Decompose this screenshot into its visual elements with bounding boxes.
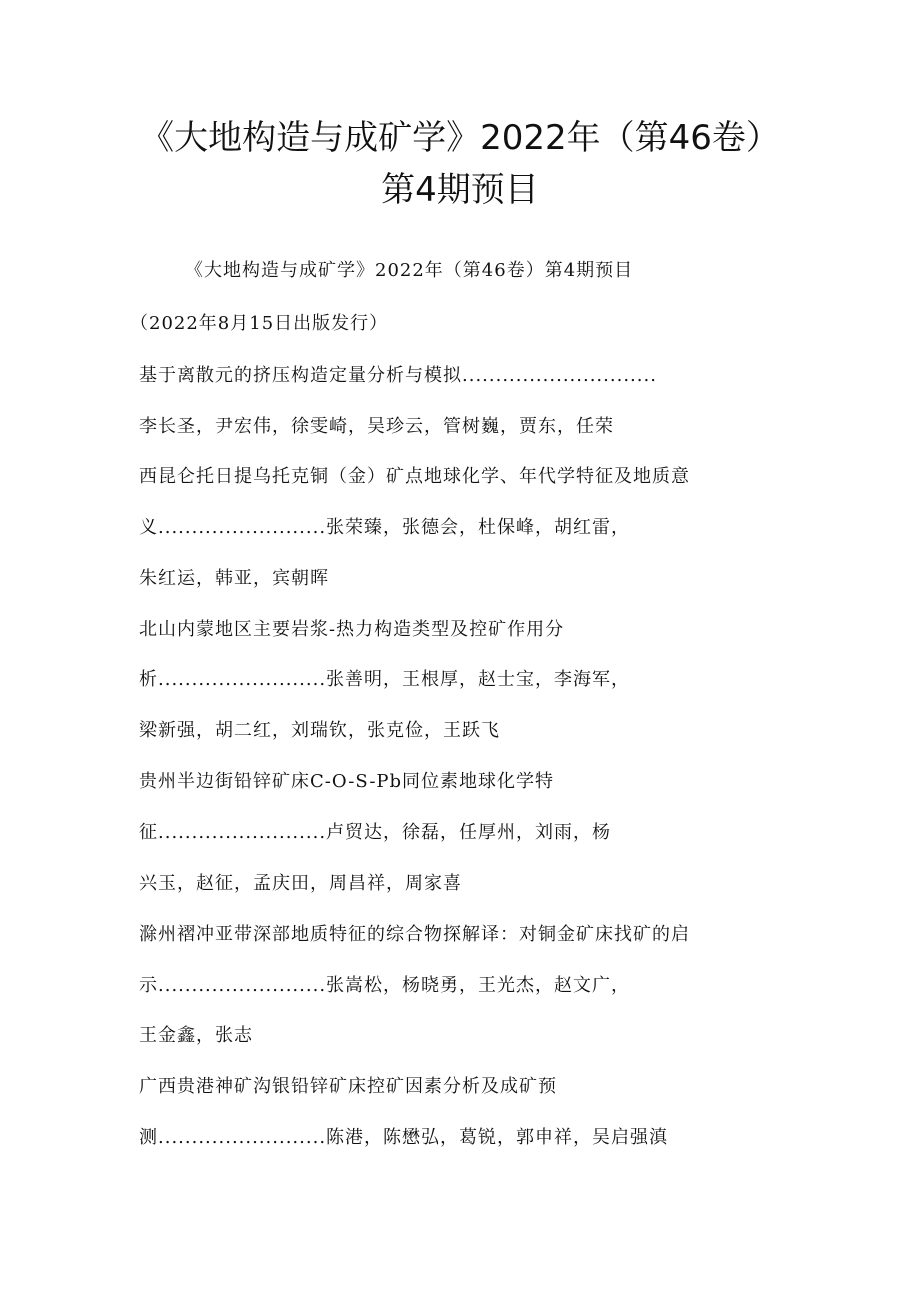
toc-line: 王金鑫，张志 (139, 1025, 253, 1046)
toc-line: 滁州褶冲亚带深部地质特征的综合物探解译：对铜金矿床找矿的启 (139, 924, 690, 945)
toc-line: 贵州半边街铅锌矿床C-O-S-Pb同位素地球化学特 (139, 771, 555, 792)
toc-line: 析.........................张善明，王根厚，赵士宝，李海军， (139, 669, 631, 690)
intro-line: 《大地构造与成矿学》2022年（第46卷）第4期预目 (185, 260, 634, 281)
toc-line: 北山内蒙地区主要岩浆-热力构造类型及控矿作用分 (139, 619, 565, 640)
toc-line: 义.........................张荣臻，张德会，杜保峰，胡红雷， (139, 517, 631, 538)
toc-line: 兴玉，赵征，孟庆田，周昌祥，周家喜 (139, 873, 462, 894)
publish-date: （2022年8月15日出版发行） (130, 313, 389, 334)
toc-line: 基于离散元的挤压构造定量分析与模拟............................. (139, 365, 657, 386)
document-subtitle: 第4期预目 (381, 170, 539, 210)
toc-line: 西昆仑托日提乌托克铜（金）矿点地球化学、年代学特征及地质意 (139, 466, 690, 487)
toc-line: 示.........................张嵩松，杨晓勇，王光杰，赵文广， (139, 975, 631, 996)
toc-line: 征.........................卢贸达，徐磊，任厚州，刘雨，杨 (139, 822, 612, 843)
toc-line: 广西贵港神矿沟银铅锌矿床控矿因素分析及成矿预 (139, 1076, 557, 1097)
toc-line: 梁新强，胡二红，刘瑞钦，张克俭，王跃飞 (139, 720, 500, 741)
toc-line: 朱红运，韩亚，宾朝晖 (139, 568, 329, 589)
toc-line: 李长圣，尹宏伟，徐雯崎，吴珍云，管树巍，贾东，任荣 (139, 416, 614, 437)
document-title: 《大地构造与成矿学》2022年（第46卷） (140, 118, 780, 158)
toc-line: 测.........................陈港，陈懋弘，葛锐，郭申祥，吴启强滇 (139, 1127, 669, 1148)
